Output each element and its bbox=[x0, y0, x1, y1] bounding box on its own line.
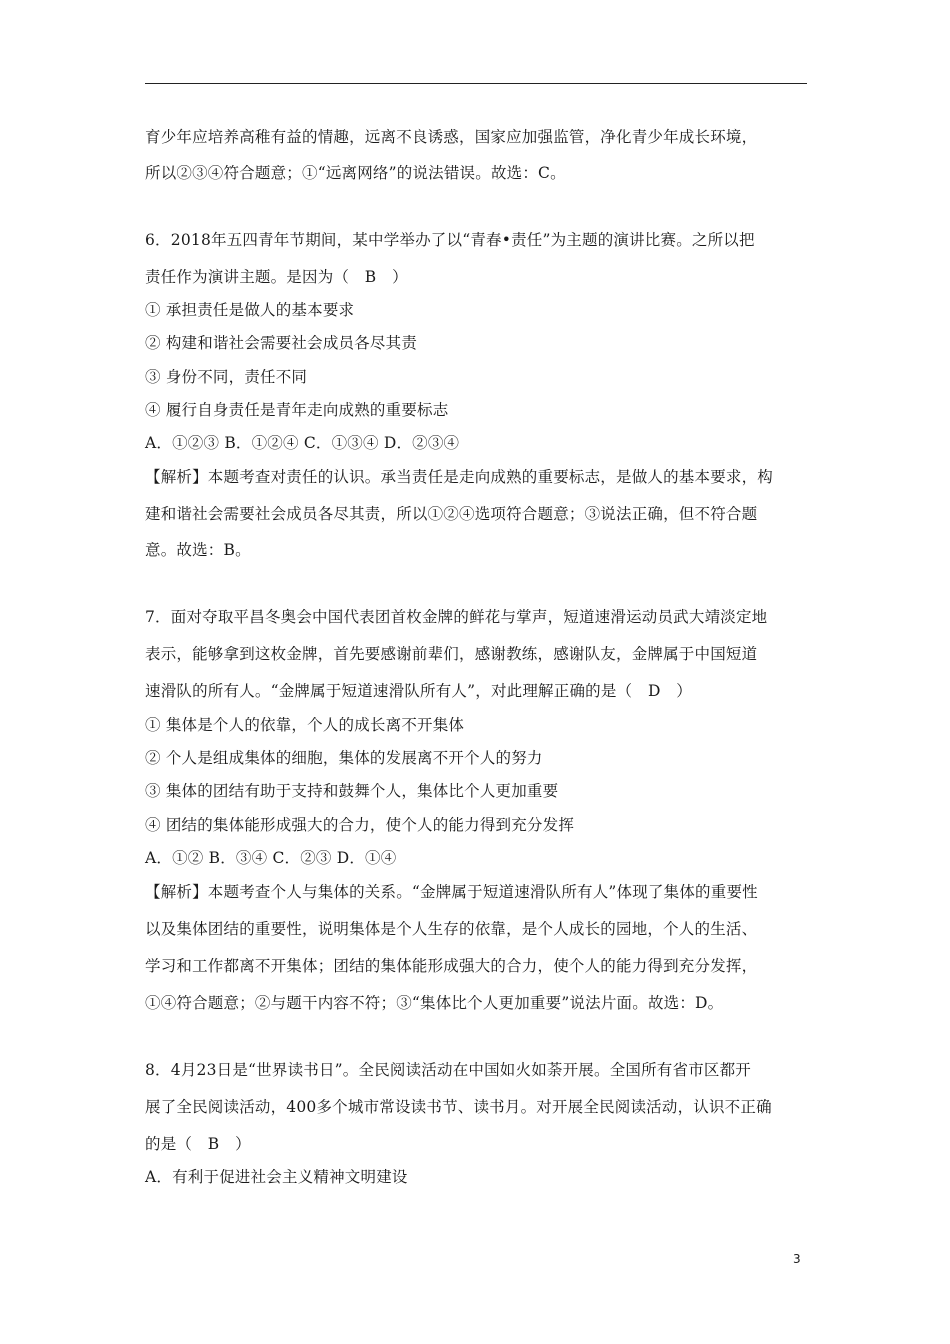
question-6-item-2: ② 构建和谐社会需要社会成员各尽其责 bbox=[145, 334, 418, 352]
question-7-analysis: 以及集体团结的重要性，说明集体是个人生存的依靠，是个人成长的园地，个人的生活、 bbox=[145, 920, 758, 938]
text-line: 育少年应培养高稚有益的情趣，远离不良诱惑，国家应加强监管，净化青少年成长环境， bbox=[145, 128, 758, 146]
question-6-analysis: 【解析】本题考查对责任的认识。承当责任是走向成熟的重要标志，是做人的基本要求，构 bbox=[145, 468, 774, 486]
question-7-stem: 速滑队的所有人。“金牌属于短道速滑队所有人”，对此理解正确的是（ D ） bbox=[145, 682, 692, 700]
question-6-analysis: 意。故选：B。 bbox=[145, 541, 251, 559]
page-number: 3 bbox=[793, 1252, 801, 1266]
header-rule bbox=[145, 83, 807, 84]
question-7-item-3: ③ 集体的团结有助于支持和鼓舞个人，集体比个人更加重要 bbox=[145, 782, 559, 800]
question-6-item-3: ③ 身份不同，责任不同 bbox=[145, 368, 308, 386]
text-line: 所以②③④符合题意；①“远离网络”的说法错误。故选：C。 bbox=[145, 164, 566, 182]
question-7-stem: 表示，能够拿到这枚金牌，首先要感谢前辈们，感谢教练，感谢队友，金牌属于中国短道 bbox=[145, 645, 758, 663]
question-8-stem: 8．4月23日是“世界读书日”。全民阅读活动在中国如火如荼开展。全国所有省市区都开 bbox=[145, 1061, 751, 1079]
question-8-stem: 展了全民阅读活动，400多个城市常设读书节、读书月。对开展全民阅读活动，认识不正确 bbox=[145, 1098, 772, 1116]
question-6-options: A．①②③ B．①②④ C．①③④ D．②③④ bbox=[145, 434, 460, 452]
question-7-item-4: ④ 团结的集体能形成强大的合力，使个人的能力得到充分发挥 bbox=[145, 816, 575, 834]
question-7-item-2: ② 个人是组成集体的细胞，集体的发展离不开个人的努力 bbox=[145, 749, 543, 767]
question-7-item-1: ① 集体是个人的依靠，个人的成长离不开集体 bbox=[145, 716, 465, 734]
question-6-analysis: 建和谐社会需要社会成员各尽其责，所以①②④选项符合题意；③说法正确，但不符合题 bbox=[145, 505, 758, 523]
question-6-item-1: ① 承担责任是做人的基本要求 bbox=[145, 301, 355, 319]
question-7-analysis: 学习和工作都离不开集体；团结的集体能形成强大的合力，使个人的能力得到充分发挥， bbox=[145, 957, 758, 975]
question-8-option-a: A．有利于促进社会主义精神文明建设 bbox=[145, 1168, 408, 1186]
question-7-analysis: ①④符合题意；②与题干内容不符；③“集体比个人更加重要”说法片面。故选：D。 bbox=[145, 994, 724, 1012]
question-8-stem: 的是（ B ） bbox=[145, 1135, 251, 1153]
question-7-analysis: 【解析】本题考查个人与集体的关系。“金牌属于短道速滑队所有人”体现了集体的重要性 bbox=[145, 883, 758, 901]
question-6-item-4: ④ 履行自身责任是青年走向成熟的重要标志 bbox=[145, 401, 449, 419]
question-6-stem: 责任作为演讲主题。是因为（ B ） bbox=[145, 268, 408, 286]
question-7-options: A．①② B．③④ C．②③ D．①④ bbox=[145, 849, 397, 867]
question-7-stem: 7．面对夺取平昌冬奥会中国代表团首枚金牌的鲜花与掌声，短道速滑运动员武大靖淡定地 bbox=[145, 608, 768, 626]
question-6-stem: 6．2018年五四青年节期间，某中学举办了以“青春•责任”为主题的演讲比赛。之所以把 bbox=[145, 231, 755, 249]
